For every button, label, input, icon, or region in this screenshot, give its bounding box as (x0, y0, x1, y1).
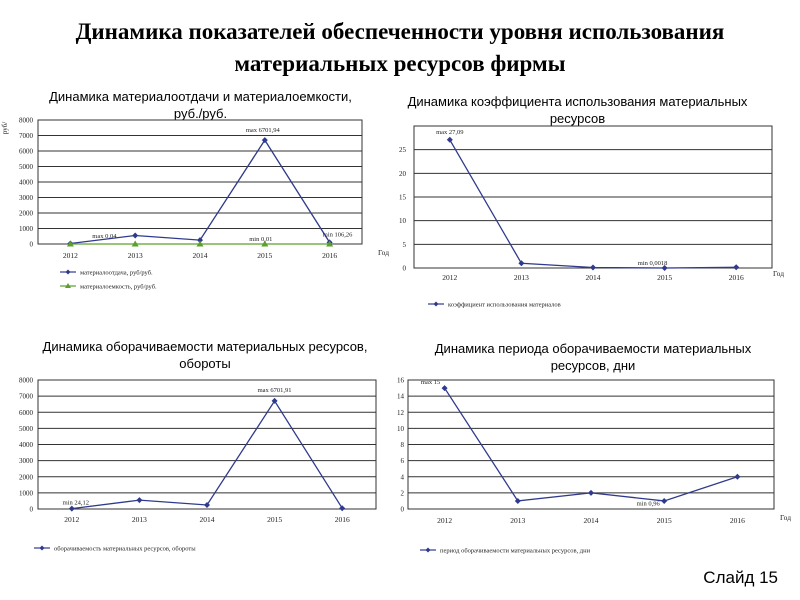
data-point-diamond (734, 474, 740, 480)
y-tick-label: 0 (29, 505, 33, 514)
x-axis-label: Год (780, 513, 792, 522)
x-tick-label: 2015 (257, 251, 273, 260)
legend-label: коэффициент использования материалов (448, 301, 561, 309)
x-tick-label: 2012 (64, 515, 80, 524)
chart-materialootdacha (0, 112, 390, 292)
data-point-diamond (588, 490, 594, 496)
data-annotation: min 24,12 (62, 499, 89, 507)
chart3-title-line1: Динамика оборачиваемости материальных ресурсов, (42, 339, 368, 354)
y-tick-label: 0 (400, 505, 404, 514)
chart4-title-line1: Динамика периода оборачиваемости материальных (434, 341, 752, 356)
data-point-diamond (661, 498, 667, 504)
y-tick-label: 5 (402, 240, 406, 249)
x-tick-label: 2012 (437, 516, 453, 525)
data-annotation: max 0,04 (92, 232, 117, 240)
chart1-title-line1: Динамика материалоотдачи и материалоемкости, (49, 89, 352, 104)
y-tick-label: 14 (397, 392, 404, 401)
series-line (450, 140, 736, 268)
y-tick-label: 3000 (19, 194, 33, 202)
legend-label: оборачиваемость материальных ресурсов, обороты (54, 545, 196, 553)
x-tick-label: 2013 (127, 251, 143, 260)
x-tick-label: 2013 (131, 515, 147, 524)
slide-number: Слайд 15 (703, 568, 778, 587)
legend-marker (426, 548, 431, 553)
data-annotation: max 15 (420, 379, 441, 387)
y-tick-label: 16 (397, 376, 404, 385)
x-tick-label: 2012 (62, 251, 78, 260)
x-tick-label: 2012 (442, 273, 458, 282)
data-annotation: max 6701,91 (257, 386, 292, 394)
x-axis-label: Год (773, 269, 785, 278)
chart4-title (408, 340, 778, 374)
data-point-diamond (447, 137, 453, 143)
data-point-diamond (518, 260, 524, 266)
x-tick-label: 2015 (656, 516, 672, 525)
y-tick-label: 10 (397, 424, 404, 433)
data-point-diamond (136, 497, 142, 503)
chart-koefficient (378, 118, 790, 318)
y-tick-label: 4000 (19, 178, 33, 187)
data-annotation: min 106,26 (322, 231, 353, 239)
x-tick-label: 2014 (583, 516, 599, 525)
x-tick-label: 2013 (513, 273, 529, 282)
y-tick-label: 15 (399, 193, 406, 202)
chart2-title-line1: Динамика коэффициента использования материальных (407, 94, 748, 109)
x-axis-label: Год (378, 248, 390, 257)
data-point-diamond (733, 264, 739, 270)
legend-label: период оборачиваемости материальных ресурсов, дни (440, 547, 591, 555)
data-point-diamond (590, 265, 596, 271)
chart3-title (25, 338, 385, 372)
data-annotation: max 27,09 (436, 128, 464, 136)
y-tick-label: 4 (400, 473, 404, 482)
y-tick-label: 20 (399, 169, 406, 178)
y-tick-label: 25 (399, 146, 406, 155)
y-tick-label: 5000 (19, 163, 33, 171)
legend-label: материалоотдача, руб/руб. (80, 269, 153, 277)
data-annotation: max 6701,94 (245, 127, 280, 135)
x-tick-label: 2014 (192, 251, 208, 260)
y-tick-label: 7000 (19, 392, 33, 401)
slide-title-line1: Динамика показателей обеспеченности уровня использования (75, 19, 725, 44)
data-annotation: min 0,96 (636, 500, 660, 508)
y-tick-label: 2000 (19, 209, 33, 218)
y-tick-label: 5000 (19, 424, 33, 433)
x-tick-label: 2016 (322, 251, 338, 260)
y-tick-label: 6 (400, 457, 404, 466)
y-tick-label: 6000 (19, 147, 33, 156)
y-axis-label: руб/ (1, 121, 9, 135)
y-tick-label: 8000 (19, 376, 33, 385)
x-tick-label: 2015 (657, 273, 673, 282)
y-tick-label: 7000 (19, 132, 33, 140)
y-tick-label: 1000 (19, 489, 33, 498)
legend-label: материалоемкость, руб/руб. (80, 283, 157, 291)
chart1-title-line2: руб./руб. (173, 106, 228, 121)
slide-title-line2: материальных ресурсов фирмы (234, 51, 566, 76)
slide-title (0, 16, 800, 80)
y-tick-label: 2 (400, 489, 404, 498)
y-tick-label: 10 (399, 217, 406, 226)
x-tick-label: 2014 (199, 515, 215, 524)
chart3-title-line2: обороты (179, 356, 231, 371)
legend-marker (40, 546, 45, 551)
y-tick-label: 6000 (19, 408, 33, 417)
y-tick-label: 1000 (19, 225, 33, 233)
y-tick-label: 4000 (19, 441, 33, 449)
chart4-title-line2: ресурсов, дни (550, 358, 636, 373)
y-tick-label: 8 (400, 441, 404, 449)
y-tick-label: 0 (29, 240, 33, 249)
legend-marker (434, 302, 439, 307)
legend-marker (66, 270, 71, 275)
y-tick-label: 8000 (19, 116, 33, 125)
x-tick-label: 2016 (729, 516, 745, 525)
data-annotation: min 0,0018 (637, 259, 668, 267)
y-tick-label: 12 (397, 408, 404, 417)
y-tick-label: 3000 (19, 457, 33, 466)
x-tick-label: 2016 (334, 515, 350, 524)
data-point-diamond (339, 505, 345, 511)
x-tick-label: 2015 (267, 515, 283, 524)
x-tick-label: 2014 (585, 273, 601, 282)
chart-oborachivaemost (0, 372, 385, 562)
y-tick-label: 0 (402, 264, 406, 273)
x-tick-label: 2013 (510, 516, 526, 525)
data-point-diamond (132, 232, 138, 238)
chart2-title-line2: ресурсов (549, 111, 606, 126)
x-tick-label: 2016 (728, 273, 744, 282)
y-tick-label: 2000 (19, 473, 33, 482)
chart-period (378, 372, 790, 562)
data-annotation: min 0,01 (249, 235, 273, 243)
